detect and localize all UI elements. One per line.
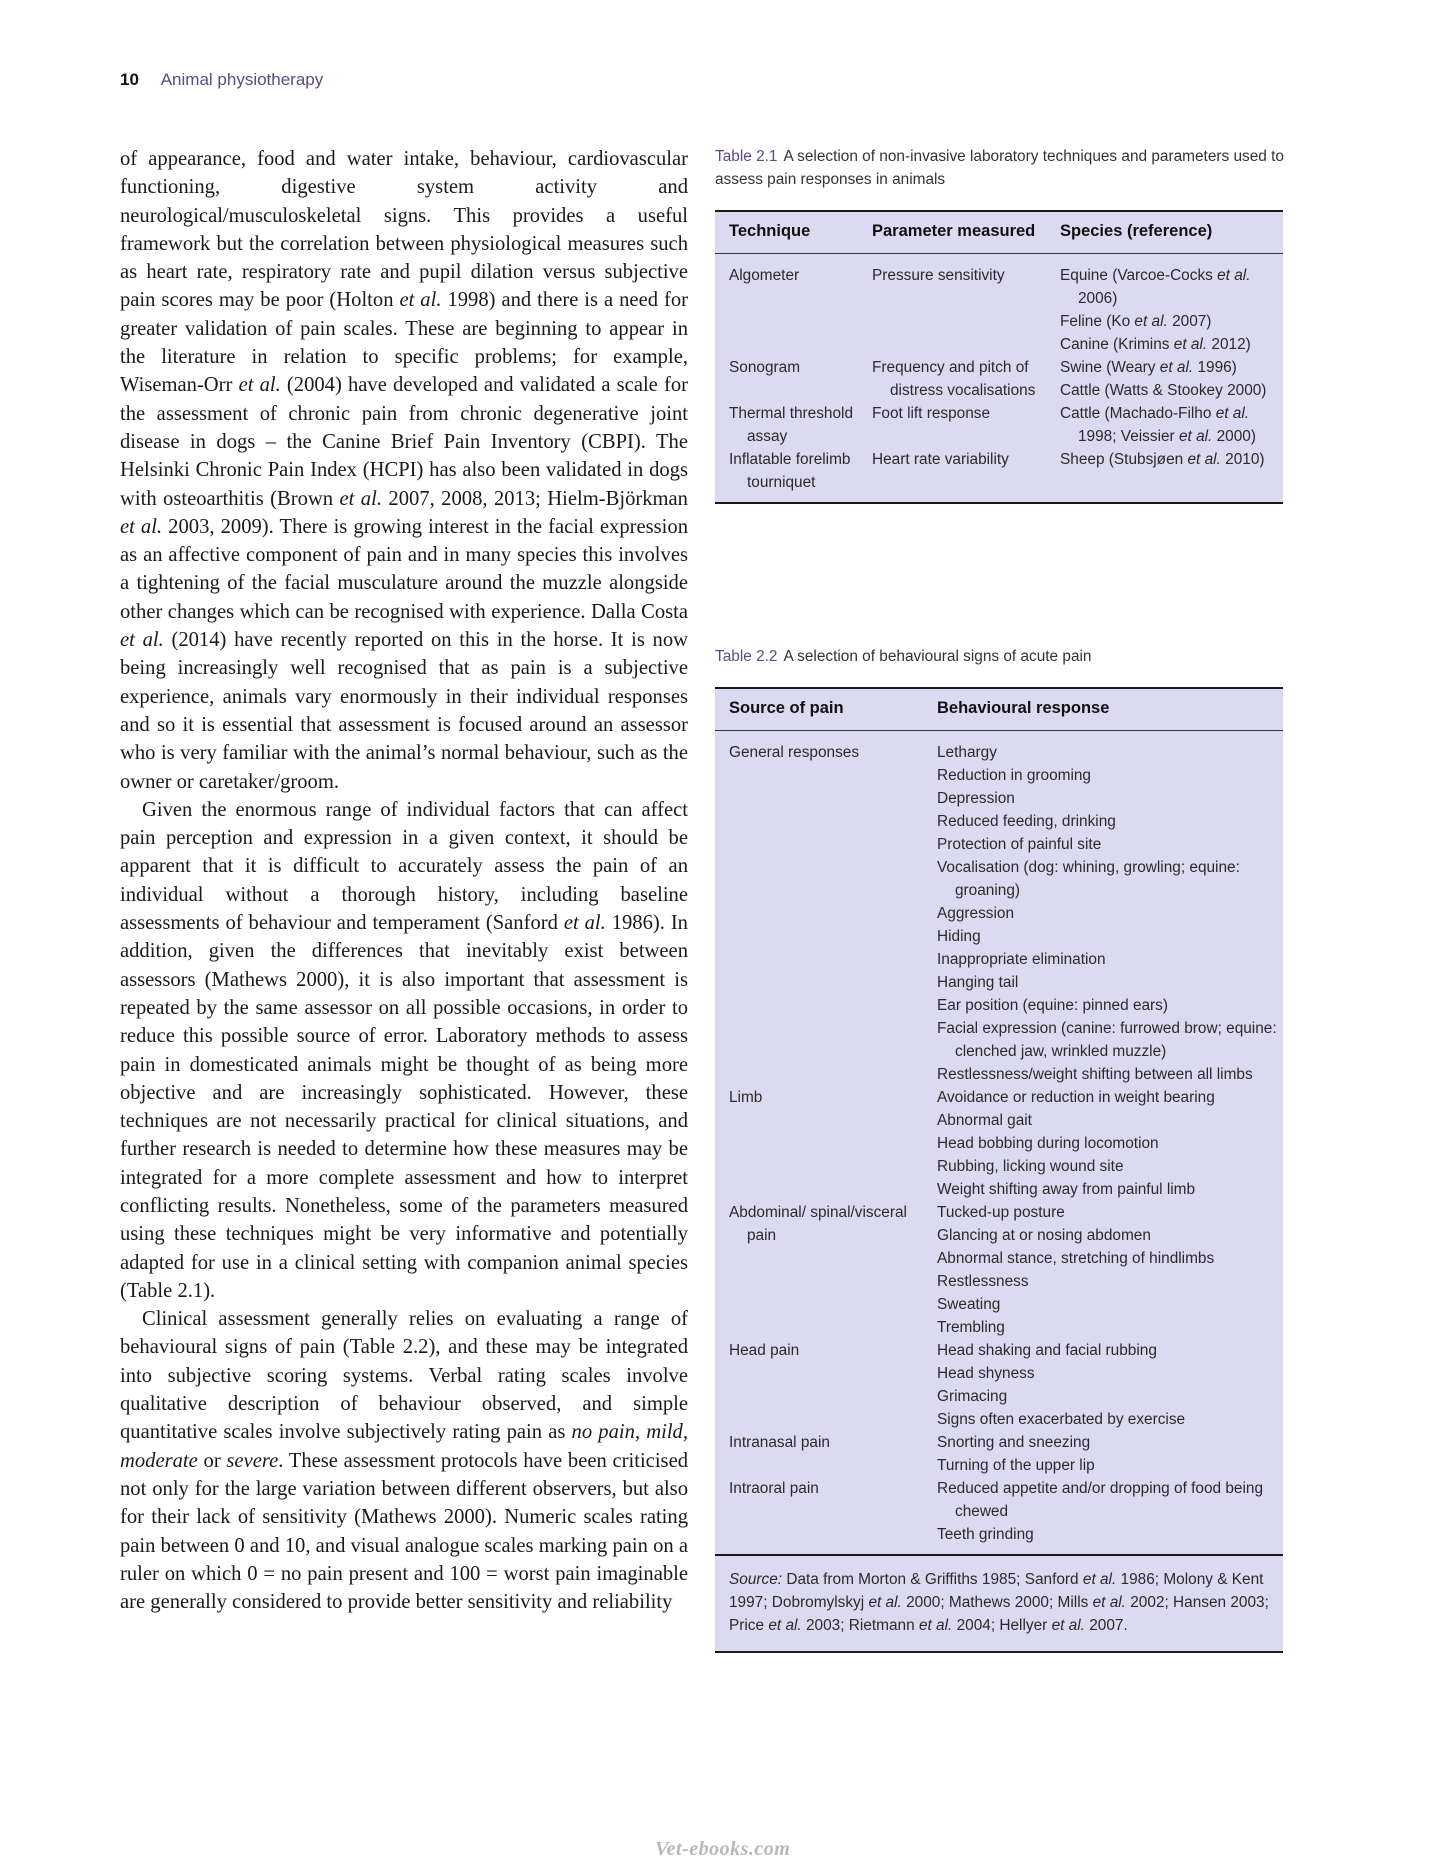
column-header: Behavioural response — [937, 699, 1110, 717]
response-item: Ear position (equine: pinned ears) — [937, 997, 1169, 1014]
source-of-pain-cell — [715, 1086, 923, 1201]
table-body — [715, 254, 1283, 502]
page-header — [120, 70, 323, 90]
caption-text: A selection of non-invasive laboratory techniques and parameters used to assess pain responses in animals — [715, 148, 1284, 188]
response-item: Abnormal stance, stretching of hindlimbs — [937, 1250, 1215, 1267]
source-of-pain-cell — [715, 1477, 923, 1546]
table-2-1-caption — [715, 145, 1285, 191]
italic-span: et al. — [1159, 359, 1194, 376]
text-span: of appearance, food and water intake, behaviour, cardiovascular functioning, digestive system activity and neurological/musculoskeletal signs. This provides a useful framework but the correlation between physiological measures such as heart rate, respiratory rate and pupil dilation versus subjective pain scores may be poor (Holton — [120, 148, 688, 312]
source-of-pain-cell — [715, 741, 923, 1086]
response-item: Turning of the upper lip — [937, 1457, 1095, 1474]
response-item: Head shaking and facial rubbing — [937, 1342, 1157, 1359]
page-number: 10 — [120, 70, 139, 89]
parameter-cell — [858, 264, 1046, 356]
italic-span: et al. — [1217, 267, 1251, 284]
response-item: Depression — [937, 790, 1015, 807]
source-of-pain-cell — [715, 1431, 923, 1477]
behavioural-response-cell — [923, 1477, 1283, 1546]
text-span: Clinical assessment generally relies on evaluating a range of behavioural signs of pain (Table 2.2), and these may be integrated into subjective scoring systems. Verbal rating scales involve qualitative description of behaviour observed, and simple quantitative scales involve subjectively rating pain as — [120, 1308, 688, 1444]
behavioural-response-cell — [923, 1201, 1283, 1339]
behavioural-response-cell — [923, 1086, 1283, 1201]
table-body — [715, 731, 1283, 1554]
table-label: Table 2.2 — [715, 648, 778, 665]
response-item: Abnormal gait — [937, 1112, 1032, 1129]
italic-span: et al. — [1173, 336, 1208, 353]
cell-text: Intranasal pain — [729, 1434, 830, 1451]
species-reference: Sheep (Stubsjøen et al. 2010) — [1060, 451, 1265, 468]
italic-span: et al. — [339, 487, 382, 510]
cell-text: Pressure sensitivity — [872, 267, 1005, 284]
source-text: Data from Morton & Griffiths 1985; Sanford et al. 1986; Molony & Kent 1997; Dobromylskyj et al. 2000; Mathews 2000; Mills et al. 2002; Hansen 2003; Price et al. 2003; Rietmann et al. 2004; Hellyer et al. 2007. — [729, 1571, 1269, 1634]
italic-span: et al. — [868, 1594, 902, 1611]
italic-span: et al. — [1082, 1571, 1117, 1588]
italic-span: severe — [226, 1449, 279, 1472]
italic-span: et al. — [120, 629, 164, 652]
text-span: 2003, 2009). There is growing interest in the facial expression as an affective component of pain and in many species this involves a tightening of the facial musculature around the muzzle alongside other changes which can be recognised with experience. Dalla Costa — [120, 515, 688, 623]
species-reference: Cattle (Watts & Stookey 2000) — [1060, 382, 1267, 399]
italic-span: et al. — [563, 912, 606, 935]
table-row — [715, 741, 1283, 1086]
text-span: Given the enormous range of individual factors that can affect pain perception and expression in a given context, it should be apparent that it is difficult to accurately assess the pain of an individual without a thorough history, including baseline assessments of behaviour and temperament (Sanford — [120, 798, 688, 935]
response-item: Hanging tail — [937, 974, 1019, 991]
cell-text: General responses — [729, 744, 860, 761]
table-row — [715, 1477, 1283, 1546]
body-text-column — [120, 145, 688, 1616]
cell-text: Limb — [729, 1089, 763, 1106]
source-label: Source: — [729, 1571, 783, 1588]
text-span: (2004) have developed and validated a scale for the assessment of chronic pain from chronic degenerative joint disease in dogs – the Canine Brief Pain Inventory (CBPI). The Helsinki Chronic Pain Index (HCPI) has also been validated in dogs with osteoarthitis (Brown — [120, 374, 688, 510]
response-item: Rubbing, licking wound site — [937, 1158, 1124, 1175]
paragraph-1 — [120, 145, 688, 796]
italic-span: et al. — [399, 289, 442, 312]
technique-cell — [715, 448, 858, 494]
text-span: 1998) and there is a need for greater validation of pain scales. These are beginning to appear in the literature in relation to specific problems; for example, Wiseman-Orr — [120, 289, 688, 397]
italic-span: et al. — [1215, 405, 1250, 422]
parameter-cell — [858, 448, 1046, 494]
cell-text: Sonogram — [729, 359, 801, 376]
species-cell — [1046, 356, 1283, 402]
parameter-cell — [858, 402, 1046, 448]
caption-text: A selection of behavioural signs of acute pain — [783, 648, 1092, 665]
italic-span: et al. — [1092, 1594, 1126, 1611]
table-row — [715, 264, 1283, 356]
italic-span: et al. — [1178, 428, 1213, 445]
species-reference: Cattle (Machado-Filho et al. 1998; Veissier et al. 2000) — [1060, 405, 1256, 445]
response-item: Reduced appetite and/or dropping of food being chewed — [937, 1480, 1264, 1520]
parameter-cell — [858, 356, 1046, 402]
response-item: Reduction in grooming — [937, 767, 1091, 784]
table-row — [715, 448, 1283, 494]
italic-span: et al. — [120, 515, 163, 538]
table-2-1 — [715, 210, 1283, 504]
italic-span: et al. — [918, 1617, 953, 1634]
table-row — [715, 1431, 1283, 1477]
response-item: Restlessness/weight shifting between all limbs — [937, 1066, 1253, 1083]
paragraph-3 — [120, 1305, 688, 1616]
table-label: Table 2.1 — [715, 148, 778, 165]
table-header-row — [715, 212, 1283, 254]
cell-text: Abdominal/ spinal/visceral pain — [729, 1204, 907, 1244]
response-item: Grimacing — [937, 1388, 1008, 1405]
response-item: Head shyness — [937, 1365, 1035, 1382]
italic-span: et al. — [1187, 451, 1221, 468]
response-item: Facial expression (canine: furrowed brow; equine: clenched jaw, wrinkled muzzle) — [937, 1020, 1277, 1060]
text-span: or — [197, 1449, 227, 1472]
response-item: Protection of painful site — [937, 836, 1102, 853]
column-header: Source of pain — [729, 699, 844, 717]
species-reference: Feline (Ko et al. 2007) — [1060, 313, 1212, 330]
italic-span: et al. — [768, 1617, 802, 1634]
species-cell — [1046, 264, 1283, 356]
table-source-note — [715, 1554, 1283, 1651]
source-of-pain-cell — [715, 1339, 923, 1431]
cell-text: Foot lift response — [872, 405, 991, 422]
table-2-2 — [715, 687, 1283, 1653]
response-item: Trembling — [937, 1319, 1005, 1336]
response-item: Hiding — [937, 928, 981, 945]
paragraph-2 — [120, 796, 688, 1305]
species-cell — [1046, 448, 1283, 494]
response-item: Vocalisation (dog: whining, growling; equine: groaning) — [937, 859, 1240, 899]
response-item: Snorting and sneezing — [937, 1434, 1091, 1451]
text-span: (2014) have recently reported on this in the horse. It is now being increasingly well recognised that as pain is a subjective experience, animals vary enormously in their individual responses and so it is essential that assessment is focused around an assessor who is very familiar with the animal’s normal behaviour, such as the owner or caretaker/groom. — [120, 629, 689, 793]
cell-text: Heart rate variability — [872, 451, 1009, 468]
column-header: Technique — [729, 222, 811, 240]
cell-text: Frequency and pitch of distress vocalisations — [872, 359, 1036, 399]
behavioural-response-cell — [923, 1339, 1283, 1431]
italic-span: no pain, mild, moderate — [120, 1421, 688, 1472]
table-row — [715, 356, 1283, 402]
technique-cell — [715, 402, 858, 448]
table-2-2-caption — [715, 645, 1285, 668]
response-item: Sweating — [937, 1296, 1001, 1313]
cell-text: Head pain — [729, 1342, 800, 1359]
table-header-row — [715, 689, 1283, 731]
species-reference: Canine (Krimins et al. 2012) — [1060, 336, 1251, 353]
running-title: Animal physiotherapy — [160, 70, 324, 89]
column-header: Parameter measured — [872, 222, 1036, 240]
source-of-pain-cell — [715, 1201, 923, 1339]
table-row — [715, 1086, 1283, 1201]
text-span: 2007, 2008, 2013; Hielm-Björkman — [381, 487, 688, 510]
response-item: Aggression — [937, 905, 1014, 922]
species-reference: Swine (Weary et al. 1996) — [1060, 359, 1237, 376]
italic-span: et al. — [238, 374, 281, 397]
response-item: Teeth grinding — [937, 1526, 1034, 1543]
response-item: Weight shifting away from painful limb — [937, 1181, 1196, 1198]
response-item: Lethargy — [937, 744, 997, 761]
text-span: 1986). In addition, given the differences that inevitably exist between assessors (Mathews 2000), it is also important that assessment is repeated by the same assessor on all possible occasions, in order to reduce this possible source of error. Laboratory methods to assess pain in domesticated animals might be thought of as being more objective and are increasingly sophisticated. However, these techniques are not necessarily practical for clinical situations, and further research is needed to determine how these measures may be integrated for a more complete assessment and how to interpret conflicting results. Nonetheless, some of the parameters measured using these techniques might be very informative and potentially adapted for use in a clinical setting with companion animal species (Table 2.1). — [120, 912, 688, 1302]
species-reference: Equine (Varcoe-Cocks et al. 2006) — [1060, 267, 1251, 307]
response-item: Inappropriate elimination — [937, 951, 1106, 968]
cell-text: Intraoral pain — [729, 1480, 819, 1497]
italic-span: et al. — [1051, 1617, 1085, 1634]
technique-cell — [715, 356, 858, 402]
text-span: . These assessment protocols have been criticised not only for the large variation between different observers, but also for their lack of sensitivity (Mathews 2000). Numeric scales rating pain between 0 and 10, and visual analogue scales marking pain on a ruler on which 0 = no pain present and 100 = worst pain imaginable are generally considered to provide better sensitivity and reliability — [120, 1449, 689, 1614]
response-item: Restlessness — [937, 1273, 1029, 1290]
table-row — [715, 1201, 1283, 1339]
column-header: Species (reference) — [1060, 222, 1213, 240]
cell-text: Inflatable forelimb tourniquet — [729, 451, 851, 491]
italic-span: et al. — [1134, 313, 1168, 330]
response-item: Reduced feeding, drinking — [937, 813, 1116, 830]
species-cell — [1046, 402, 1283, 448]
table-row — [715, 402, 1283, 448]
technique-cell — [715, 264, 858, 356]
response-item: Tucked-up posture — [937, 1204, 1065, 1221]
behavioural-response-cell — [923, 1431, 1283, 1477]
cell-text: Algometer — [729, 267, 800, 284]
cell-text: Thermal threshold assay — [729, 405, 854, 445]
watermark-logo: Vet-ebooks.com — [655, 1838, 791, 1860]
response-item: Avoidance or reduction in weight bearing — [937, 1089, 1215, 1106]
behavioural-response-cell — [923, 741, 1283, 1086]
response-item: Head bobbing during locomotion — [937, 1135, 1159, 1152]
table-row — [715, 1339, 1283, 1431]
response-item: Signs often exacerbated by exercise — [937, 1411, 1186, 1428]
response-item: Glancing at or nosing abdomen — [937, 1227, 1151, 1244]
